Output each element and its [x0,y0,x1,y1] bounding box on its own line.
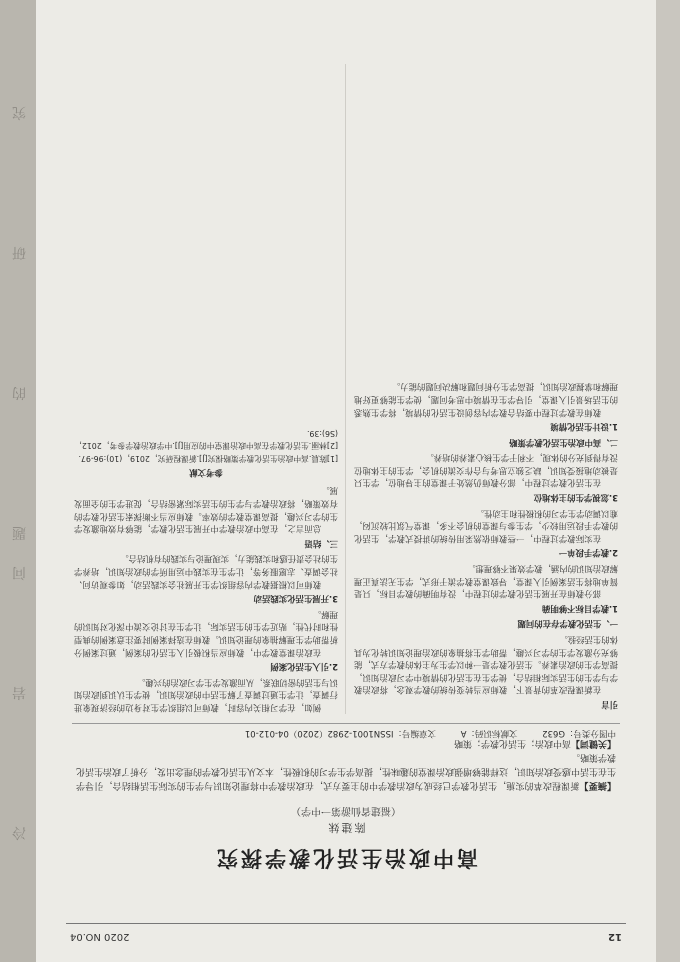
body-column-right [74,64,338,714]
page-number: 12 [608,931,622,942]
section-heading: 引言 [601,700,618,710]
header-rule [66,923,626,924]
references-heading: 参考文献 [189,467,223,478]
bleed-through-char: 究 [12,104,26,120]
keywords-label: 【关键词】 [570,738,616,748]
section-heading: 3.开展生活化实践活动 [253,594,338,605]
abstract-rule [72,723,620,724]
body-paragraph: 在政治课堂教学中，教师应当积极引入生活化的案例，通过案例分析帮助学生理解抽象的理论知识。教师在选择案例时要注意案例的典型性和时代性，贴近学生的生活实际，让学生在讨论交流中深化对知识的理解。 [74,609,338,658]
section-heading: 1.设计生活化情境 [550,422,618,433]
reference-entry: [1]陈晨.高中政治生活化教学策略探究[J].新课程研究，2019，(10):96-97. [78,454,338,464]
classification-line [76,728,616,740]
bleed-through-char: 的 [12,384,26,400]
abstract-text: 新课程改革的实施，生活化教学已经成为政治教学中的主要方式，在政治教学中将理论知识与学生的实际生活相结合，引导学生在生活中感受政治知识，这样能够增强政治课堂的趣味性，提高学生学习的积极性，本文从生活化教学的理念出发，分析了政治生活化教学策略。 [75,752,616,790]
section-heading: 一、生活化教学存在的问题 [517,619,618,630]
body-column-left [354,64,618,714]
journal-page [36,0,656,962]
section-heading: 2.教学手段单一 [558,548,618,559]
reference-entry: [2]林丽.生活化教学在高中政治课堂中的应用[J].中学政治教学参考，2012，(S6):39. [74,429,338,450]
bleed-through-char: 问 [12,564,26,580]
section-heading: 二、高中政治生活化教学策略 [509,437,618,448]
section-heading: 三、结语 [304,538,338,549]
body-paragraph: 例如，在学习相关内容时，教师可以组织学生对身边的经济现象进行调查，让学生通过调查了解生活中的政治知识，使学生认识到政治知识与生活的密切联系，从而激发学生学习政治的兴趣。 [74,677,338,713]
body-paragraph: 在实际教学过程中，一些教师依然采用传统的讲授式教学，生活化的教学手段运用较少，学生参与课堂的机会不多，课堂气氛比较沉闷，难以调动学生学习的积极性和主动性。 [354,508,618,544]
article-author: 陈建妹 [326,821,366,834]
keywords: 高中政治；生活化教学；策略 [453,738,571,748]
body-paragraph: 教师在教学过程中要结合教学内容创设生活化的情境，将学生熟悉的生活场景引入课堂，引导学生在情境中思考问题，使学生能够更好地理解和掌握政治知识，提高学生分析问题和解决问题的能力。 [354,382,618,418]
scan-right-edge [0,0,36,962]
author-affiliation: （福建省仙游第一中学） [291,805,401,816]
body-paragraph: 在生活化教学过程中，部分教师仍然处于课堂的主导地位，学生只是被动地接受知识，缺乏独立思考与合作交流的机会，学生的主体地位没有得到充分的体现，不利于学生核心素养的培养。 [354,453,618,489]
clc-number: 中图分类号：G632 [542,728,616,738]
section-heading: 3.忽视学生的主体地位 [533,493,618,504]
abstract-label: 【摘要】 [579,780,616,790]
bleed-through-char: 岩 [12,684,26,700]
section-heading: 1.教学目标不够明确 [541,603,618,614]
bleed-through-char: 题 [12,524,26,540]
body-paragraph: 在新课程改革的背景下，教师应当转变传统的教学观念，将政治教学与学生的生活实际相结合，使学生在生活化的情境中学习政治知识，提高学生的政治素养。生活化教学是一种以学生为主体的教学方式，能够充分激发学生的学习兴趣，帮助学生将抽象的政治理论知识转化为具体的生活经验。 [354,635,618,696]
article-title: 高中政治生活化教学探究 [214,846,478,871]
abstract [76,736,616,792]
body-paragraph: 部分教师在开展生活化教学的过程中，没有明确的教学目标，只是简单地将生活案例引入课堂，导致课堂教学流于形式，学生无法真正理解政治知识的内涵，教学效果不够理想。 [354,564,618,600]
scan-left-edge [656,0,680,962]
bleed-through-char: 冷 [12,824,26,840]
document-code: 文献标识码：A [460,728,518,738]
bleed-through-char: 研 [12,244,26,260]
running-header [70,928,622,942]
article-number: 文章编号：ISSN1001-2982（2020）04-012-01 [244,728,436,738]
body-paragraph: 教师可以根据教学内容组织学生开展社会实践活动，如参观访问、社会调查、志愿服务等，让学生在实践中运用所学的政治知识，培养学生的社会责任感和实践能力，实现理论与实践的有机结合。 [74,554,338,590]
body-paragraph: 总而言之，在高中政治教学中开展生活化教学，能够有效地激发学生的学习兴趣，提高课堂教学的效率。教师应当不断探索生活化教学的有效策略，将政治教学与学生的生活实际紧密结合，促进学生的全面发展。 [74,486,338,535]
section-heading: 2.引入生活化案例 [270,662,338,673]
issue-number: 2020 NO.04 [70,931,130,942]
column-divider [345,64,346,714]
